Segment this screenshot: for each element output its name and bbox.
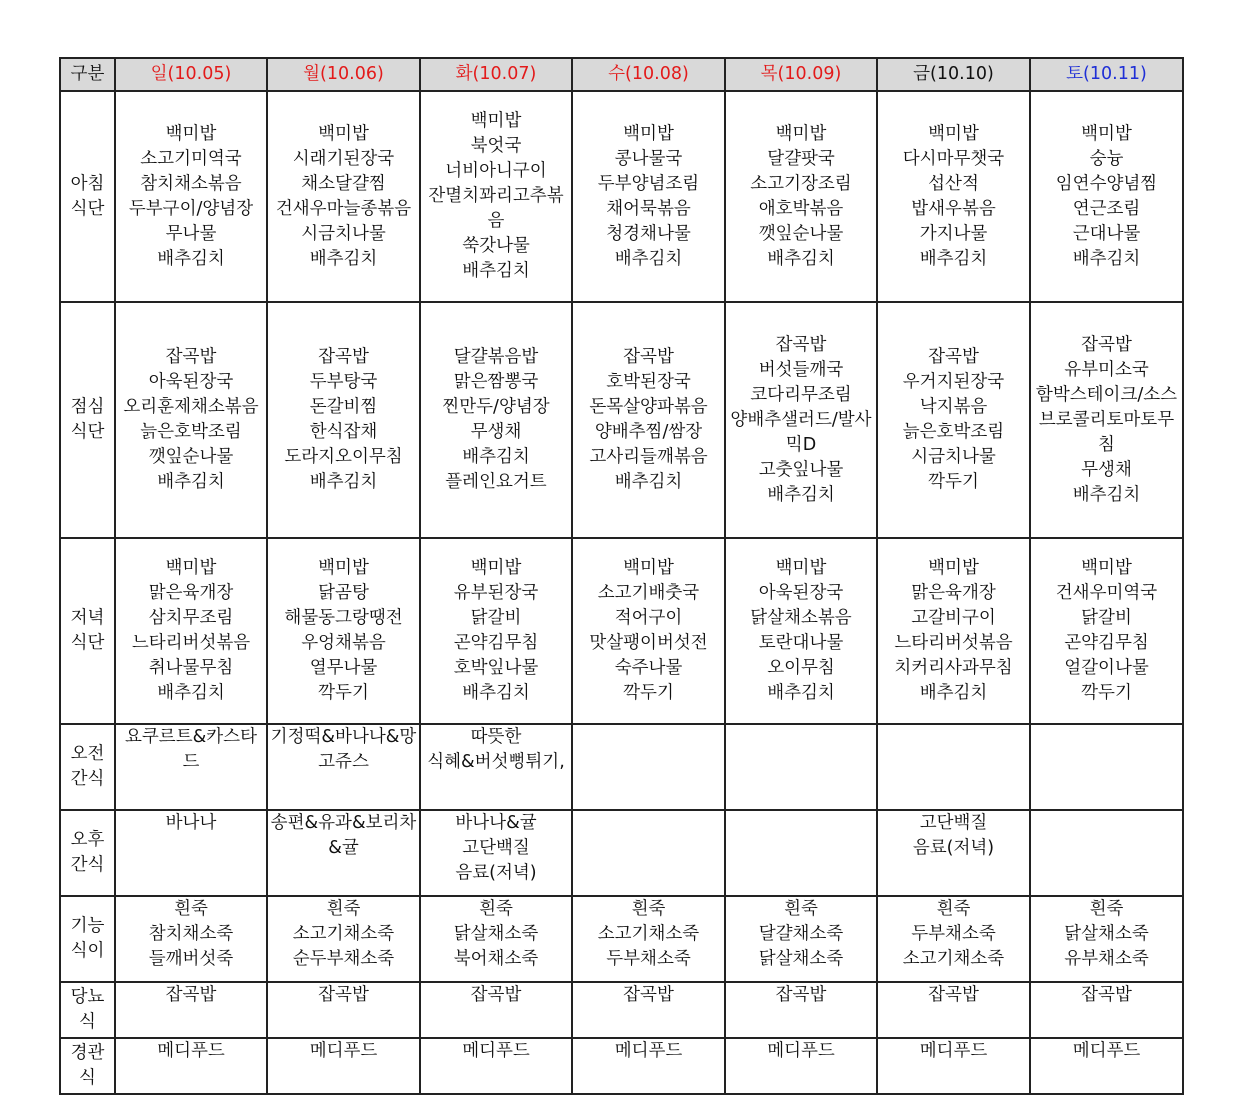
menu-item: 콩나물국 xyxy=(614,148,683,169)
menu-item: 돈목살양파볶음 xyxy=(589,397,708,417)
menu-item: 함박스테이크/소스 xyxy=(1035,384,1178,405)
menu-item: 백미밥 xyxy=(470,558,522,578)
menu-item: 백미밥 xyxy=(165,558,217,578)
menu-item: 잡곡밥 xyxy=(623,985,674,1005)
menu-cell-tube-feeding-tue xyxy=(420,1038,572,1094)
menu-cell-therapeutic-diet-sun xyxy=(115,896,267,982)
menu-item: 잡곡밥 xyxy=(1081,985,1132,1005)
row-label-line: 식 xyxy=(79,1012,96,1032)
menu-item: 취나물무침 xyxy=(148,658,234,678)
menu-item: 늙은호박조림 xyxy=(140,422,242,442)
menu-item: 두부양념조림 xyxy=(597,173,700,194)
menu-item: 백미밥 xyxy=(318,123,369,144)
menu-item: 우거지된장국 xyxy=(902,372,1005,392)
menu-cell-diabetic-diet-sun xyxy=(115,982,267,1038)
row-breakfast xyxy=(60,91,1183,302)
menu-item: 잡곡밥 xyxy=(623,347,674,367)
menu-item: 배추김치 xyxy=(1072,484,1141,505)
menu-item: 브로콜리토마토무침 xyxy=(1038,409,1175,455)
menu-cell-morning-snack-tue xyxy=(420,724,572,810)
menu-cell-afternoon-snack-tue xyxy=(420,810,572,896)
row-label-line: 식단 xyxy=(70,633,105,653)
menu-item: 느타리버섯볶음 xyxy=(131,633,251,653)
menu-item: 잡곡밥 xyxy=(318,347,369,367)
menu-item: 들깨버섯죽 xyxy=(148,949,234,969)
menu-item: 애호박볶음 xyxy=(758,198,844,219)
menu-item: 늙은호박조림 xyxy=(902,422,1005,442)
menu-item: 배추김치 xyxy=(1072,248,1141,269)
menu-item: 잡곡밥 xyxy=(928,347,979,367)
menu-item: 메디푸드 xyxy=(157,1041,225,1061)
menu-item: 백미밥 xyxy=(1081,123,1132,144)
menu-item: 깻잎순나물 xyxy=(148,447,234,467)
row-label-line: 오전 xyxy=(70,744,105,764)
menu-cell-afternoon-snack-wed xyxy=(572,810,725,896)
menu-item: 흰죽 xyxy=(174,899,208,919)
menu-item: 참치채소죽 xyxy=(148,924,234,944)
menu-cell-therapeutic-diet-wed xyxy=(572,896,725,982)
row-label-tube-feeding xyxy=(60,1038,115,1094)
menu-item: 식혜&버섯뻥튀기, xyxy=(427,752,565,772)
menu-item: 버섯들깨국 xyxy=(758,359,844,380)
menu-item: 메디푸드 xyxy=(919,1041,988,1061)
menu-cell-dinner-thu xyxy=(725,538,877,724)
menu-cell-breakfast-sun xyxy=(115,91,267,302)
menu-item: 낙지볶음 xyxy=(919,397,988,417)
menu-item: 배추김치 xyxy=(157,472,225,492)
menu-item: 따뜻한 xyxy=(470,727,522,747)
menu-item: 북어채소죽 xyxy=(453,949,539,969)
menu-item: 백미밥 xyxy=(623,123,674,144)
menu-item: 잡곡밥 xyxy=(165,347,217,367)
menu-item: 맑은육개장 xyxy=(911,583,996,603)
menu-item: 깍두기 xyxy=(928,472,979,492)
menu-item: 우엉채볶음 xyxy=(301,633,386,653)
row-morning-snack xyxy=(60,724,1183,810)
menu-cell-tube-feeding-fri xyxy=(877,1038,1030,1094)
day-header-sun: 일(10.05) xyxy=(115,58,267,91)
menu-item: 두부구이/양념장 xyxy=(128,198,254,219)
corner-header: 구분 xyxy=(60,58,115,91)
menu-item: 호박잎나물 xyxy=(453,658,539,678)
menu-item: 흰죽 xyxy=(936,899,971,919)
menu-cell-tube-feeding-sat xyxy=(1030,1038,1183,1094)
menu-item: 소고기장조림 xyxy=(750,173,852,194)
menu-item: 흰죽 xyxy=(326,899,361,919)
menu-item: 메디푸드 xyxy=(309,1041,378,1061)
menu-item: 송편&유과&보리차&귤 xyxy=(270,813,417,858)
menu-cell-lunch-mon xyxy=(267,302,420,538)
menu-item: 토란대나물 xyxy=(758,633,844,653)
menu-cell-afternoon-snack-mon xyxy=(267,810,420,896)
menu-cell-lunch-sat xyxy=(1030,302,1183,538)
menu-item: 오이무침 xyxy=(767,658,835,678)
menu-item: 닭살채소볶음 xyxy=(750,608,852,628)
menu-item: 닭곰탕 xyxy=(318,583,369,603)
menu-item: 무나물 xyxy=(165,223,217,244)
menu-item: 배추김치 xyxy=(614,472,683,492)
row-label-afternoon-snack xyxy=(60,810,115,896)
menu-cell-diabetic-diet-tue xyxy=(420,982,572,1038)
day-header-thu: 목(10.09) xyxy=(725,58,877,91)
menu-item: 소고기채소죽 xyxy=(597,924,700,944)
menu-cell-morning-snack-mon xyxy=(267,724,420,810)
row-label-breakfast xyxy=(60,91,115,302)
menu-cell-morning-snack-thu xyxy=(725,724,877,810)
row-label-lunch xyxy=(60,302,115,538)
menu-item: 소고기배춧국 xyxy=(597,583,700,603)
menu-item: 숙주나물 xyxy=(614,658,683,678)
menu-cell-therapeutic-diet-mon xyxy=(267,896,420,982)
menu-item: 배추김치 xyxy=(157,683,225,703)
menu-item: 고춧잎나물 xyxy=(758,459,844,480)
menu-item: 도라지오이무침 xyxy=(284,447,403,467)
row-label-morning-snack xyxy=(60,724,115,810)
menu-item: 흰죽 xyxy=(1089,899,1124,919)
menu-cell-morning-snack-wed xyxy=(572,724,725,810)
menu-item: 백미밥 xyxy=(165,123,217,144)
menu-item: 백미밥 xyxy=(775,123,827,144)
menu-item: 백미밥 xyxy=(470,111,522,131)
menu-cell-breakfast-thu xyxy=(725,91,877,302)
menu-item: 깍두기 xyxy=(318,683,369,703)
menu-item: 흰죽 xyxy=(784,899,818,919)
menu-cell-breakfast-sat xyxy=(1030,91,1183,302)
menu-item: 무생채 xyxy=(1081,459,1132,480)
menu-item: 닭살채소죽 xyxy=(453,924,539,944)
menu-cell-therapeutic-diet-thu xyxy=(725,896,877,982)
menu-item: 섭산적 xyxy=(928,173,979,194)
menu-item: 연근조림 xyxy=(1072,198,1141,219)
menu-item: 깍두기 xyxy=(1081,683,1132,703)
menu-item: 요쿠르트&카스타드 xyxy=(125,727,257,772)
row-label-line: 식 xyxy=(79,1068,96,1088)
menu-item: 고사리들깨볶음 xyxy=(589,447,708,467)
menu-item: 잡곡밥 xyxy=(470,985,522,1005)
menu-cell-afternoon-snack-sun xyxy=(115,810,267,896)
menu-item: 배추김치 xyxy=(919,248,988,269)
menu-item: 배추김치 xyxy=(767,484,835,505)
menu-item: 아욱된장국 xyxy=(148,372,234,392)
menu-cell-tube-feeding-thu xyxy=(725,1038,877,1094)
menu-item: 시금치나물 xyxy=(911,447,996,467)
menu-cell-lunch-thu xyxy=(725,302,877,538)
menu-item: 고단백질 xyxy=(919,813,988,833)
row-label-line: 간식 xyxy=(70,769,105,789)
menu-item: 바나나 xyxy=(165,813,217,833)
menu-cell-dinner-tue xyxy=(420,538,572,724)
menu-item: 근대나물 xyxy=(1072,223,1141,244)
menu-item: 임연수양념찜 xyxy=(1055,173,1158,194)
menu-item: 소고기채소죽 xyxy=(902,949,1005,969)
menu-item: 소고기채소죽 xyxy=(292,924,395,944)
menu-item: 메디푸드 xyxy=(1072,1041,1141,1061)
menu-item: 쑥갓나물 xyxy=(462,236,530,256)
menu-item: 바나나&귤 xyxy=(455,813,537,833)
menu-cell-diabetic-diet-fri xyxy=(877,982,1030,1038)
menu-item: 숭늉 xyxy=(1089,148,1124,169)
menu-item: 참치채소볶음 xyxy=(140,173,242,194)
menu-item: 유부된장국 xyxy=(453,583,539,603)
menu-item: 적어구이 xyxy=(614,608,683,628)
row-tube-feeding xyxy=(60,1038,1183,1094)
menu-cell-diabetic-diet-wed xyxy=(572,982,725,1038)
menu-item: 유부채소죽 xyxy=(1064,949,1149,969)
row-label-therapeutic-diet xyxy=(60,896,115,982)
menu-item: 닭갈비 xyxy=(470,608,522,628)
menu-item: 한식잡채 xyxy=(309,422,378,442)
day-header-tue: 화(10.07) xyxy=(420,58,572,91)
menu-item: 너비아니구이 xyxy=(445,161,547,181)
menu-item: 두부채소죽 xyxy=(911,924,996,944)
menu-item: 달걀팟국 xyxy=(767,148,835,169)
menu-item: 양배추찜/쌈장 xyxy=(594,422,703,442)
row-therapeutic-diet xyxy=(60,896,1183,982)
menu-item: 흰죽 xyxy=(631,899,666,919)
day-header-sat: 토(10.11) xyxy=(1030,58,1183,91)
menu-item: 백미밥 xyxy=(928,558,979,578)
row-label-line: 식단 xyxy=(70,422,105,442)
menu-cell-morning-snack-fri xyxy=(877,724,1030,810)
menu-item: 유부미소국 xyxy=(1064,359,1149,380)
menu-item: 건새우미역국 xyxy=(1055,583,1158,603)
menu-cell-lunch-sun xyxy=(115,302,267,538)
menu-cell-tube-feeding-mon xyxy=(267,1038,420,1094)
menu-item: 배추김치 xyxy=(157,248,225,269)
menu-cell-diabetic-diet-thu xyxy=(725,982,877,1038)
menu-cell-afternoon-snack-sat xyxy=(1030,810,1183,896)
menu-item: 배추김치 xyxy=(919,683,988,703)
menu-cell-lunch-tue xyxy=(420,302,572,538)
menu-cell-therapeutic-diet-fri xyxy=(877,896,1030,982)
menu-item: 배추김치 xyxy=(309,248,378,269)
menu-item: 곤약김무침 xyxy=(1064,633,1149,653)
row-label-line: 경관 xyxy=(70,1043,105,1063)
menu-cell-lunch-wed xyxy=(572,302,725,538)
menu-cell-diabetic-diet-mon xyxy=(267,982,420,1038)
menu-item: 잔멸치꽈리고추볶음 xyxy=(428,186,564,231)
menu-item: 배추김치 xyxy=(614,248,683,269)
row-label-line: 당뇨 xyxy=(70,987,105,1007)
menu-item: 백미밥 xyxy=(775,558,827,578)
menu-item: 음료(저녁) xyxy=(912,838,995,858)
row-label-line: 기능 xyxy=(70,916,105,936)
row-label-line: 점심 xyxy=(70,397,105,417)
menu-item: 배추김치 xyxy=(462,683,530,703)
menu-item: 밥새우볶음 xyxy=(911,198,996,219)
menu-item: 백미밥 xyxy=(318,558,369,578)
menu-cell-morning-snack-sat xyxy=(1030,724,1183,810)
menu-cell-lunch-fri xyxy=(877,302,1030,538)
menu-cell-breakfast-fri xyxy=(877,91,1030,302)
menu-item: 가지나물 xyxy=(919,223,988,244)
menu-item: 소고기미역국 xyxy=(140,148,242,169)
menu-item: 백미밥 xyxy=(1081,558,1132,578)
menu-item: 오리훈제채소볶음 xyxy=(123,397,259,417)
header-row xyxy=(60,58,1183,91)
menu-item: 두부탕국 xyxy=(309,372,378,392)
menu-item: 청경채나물 xyxy=(606,223,691,244)
menu-item: 맑은짬뽕국 xyxy=(453,372,539,392)
menu-item: 닭갈비 xyxy=(1081,608,1132,628)
menu-cell-dinner-fri xyxy=(877,538,1030,724)
menu-item: 기정떡&바나나&망고쥬스 xyxy=(270,727,417,772)
row-lunch xyxy=(60,302,1183,538)
weekly-meal-table xyxy=(59,57,1184,1095)
menu-item: 맛살팽이버섯전 xyxy=(589,633,708,653)
menu-cell-breakfast-mon xyxy=(267,91,420,302)
menu-item: 얼갈이나물 xyxy=(1064,658,1149,678)
menu-item: 배추김치 xyxy=(462,261,530,281)
row-label-line: 식이 xyxy=(70,941,105,961)
menu-item: 맑은육개장 xyxy=(148,583,234,603)
menu-item: 찐만두/양념장 xyxy=(442,397,550,417)
menu-item: 치커리사과무침 xyxy=(894,658,1013,678)
menu-cell-dinner-wed xyxy=(572,538,725,724)
menu-item: 채소달걀찜 xyxy=(301,173,386,194)
menu-item: 두부채소죽 xyxy=(606,949,691,969)
menu-cell-morning-snack-sun xyxy=(115,724,267,810)
menu-item: 해물동그랑땡전 xyxy=(284,608,403,628)
menu-item: 잡곡밥 xyxy=(318,985,369,1005)
menu-cell-dinner-sat xyxy=(1030,538,1183,724)
menu-item: 배추김치 xyxy=(767,248,835,269)
menu-item: 잡곡밥 xyxy=(165,985,217,1005)
row-afternoon-snack xyxy=(60,810,1183,896)
menu-item: 채어묵볶음 xyxy=(606,198,691,219)
menu-item: 잡곡밥 xyxy=(928,985,979,1005)
menu-item: 닭살채소죽 xyxy=(1064,924,1149,944)
menu-item: 음료(저녁) xyxy=(455,863,537,883)
menu-item: 잡곡밥 xyxy=(775,334,827,355)
row-label-line: 저녁 xyxy=(70,608,105,628)
menu-item: 잡곡밥 xyxy=(775,985,827,1005)
menu-item: 메디푸드 xyxy=(462,1041,530,1061)
menu-item: 양배추샐러드/발사믹D xyxy=(730,409,872,455)
menu-item: 깻잎순나물 xyxy=(758,223,844,244)
menu-item: 고단백질 xyxy=(462,838,530,858)
menu-item: 고갈비구이 xyxy=(911,608,996,628)
menu-item: 깍두기 xyxy=(623,683,674,703)
menu-item: 돈갈비찜 xyxy=(309,397,378,417)
menu-item: 시금치나물 xyxy=(301,223,386,244)
menu-item: 시래기된장국 xyxy=(292,148,395,169)
menu-item: 삼치무조림 xyxy=(148,608,234,628)
row-label-line: 아침 xyxy=(70,173,105,194)
row-label-line: 간식 xyxy=(70,855,105,875)
menu-item: 열무나물 xyxy=(309,658,378,678)
menu-item: 잡곡밥 xyxy=(1081,334,1132,355)
menu-item: 메디푸드 xyxy=(767,1041,835,1061)
menu-cell-afternoon-snack-fri xyxy=(877,810,1030,896)
menu-item: 백미밥 xyxy=(623,558,674,578)
menu-item: 다시마무챗국 xyxy=(902,148,1005,169)
menu-item: 달걀채소죽 xyxy=(758,924,844,944)
menu-item: 느타리버섯볶음 xyxy=(894,633,1013,653)
menu-item: 코다리무조림 xyxy=(750,384,852,405)
menu-item: 플레인요거트 xyxy=(445,472,547,492)
menu-cell-afternoon-snack-thu xyxy=(725,810,877,896)
row-dinner xyxy=(60,538,1183,724)
row-label-line: 식단 xyxy=(70,198,105,219)
menu-item: 흰죽 xyxy=(479,899,513,919)
row-label-dinner xyxy=(60,538,115,724)
menu-item: 호박된장국 xyxy=(606,372,691,392)
menu-item: 메디푸드 xyxy=(614,1041,683,1061)
menu-cell-therapeutic-diet-sat xyxy=(1030,896,1183,982)
menu-item: 달걀볶음밥 xyxy=(453,347,539,367)
menu-item: 곤약김무침 xyxy=(453,633,539,653)
menu-item: 북엇국 xyxy=(470,136,522,156)
row-diabetic-diet xyxy=(60,982,1183,1038)
menu-item: 순두부채소죽 xyxy=(292,949,395,969)
menu-item: 건새우마늘종볶음 xyxy=(275,198,412,219)
day-header-mon: 월(10.06) xyxy=(267,58,420,91)
menu-cell-dinner-sun xyxy=(115,538,267,724)
menu-item: 배추김치 xyxy=(462,447,530,467)
day-header-wed: 수(10.08) xyxy=(572,58,725,91)
menu-item: 백미밥 xyxy=(928,123,979,144)
menu-cell-tube-feeding-sun xyxy=(115,1038,267,1094)
menu-item: 배추김치 xyxy=(309,472,378,492)
menu-item: 무생채 xyxy=(470,422,522,442)
row-label-line: 오후 xyxy=(70,830,105,850)
day-header-fri: 금(10.10) xyxy=(877,58,1030,91)
menu-cell-therapeutic-diet-tue xyxy=(420,896,572,982)
menu-item: 아욱된장국 xyxy=(758,583,844,603)
menu-item: 닭살채소죽 xyxy=(758,949,844,969)
row-label-diabetic-diet xyxy=(60,982,115,1038)
menu-item: 배추김치 xyxy=(767,683,835,703)
menu-cell-breakfast-tue xyxy=(420,91,572,302)
menu-cell-dinner-mon xyxy=(267,538,420,724)
menu-cell-diabetic-diet-sat xyxy=(1030,982,1183,1038)
menu-cell-breakfast-wed xyxy=(572,91,725,302)
menu-cell-tube-feeding-wed xyxy=(572,1038,725,1094)
